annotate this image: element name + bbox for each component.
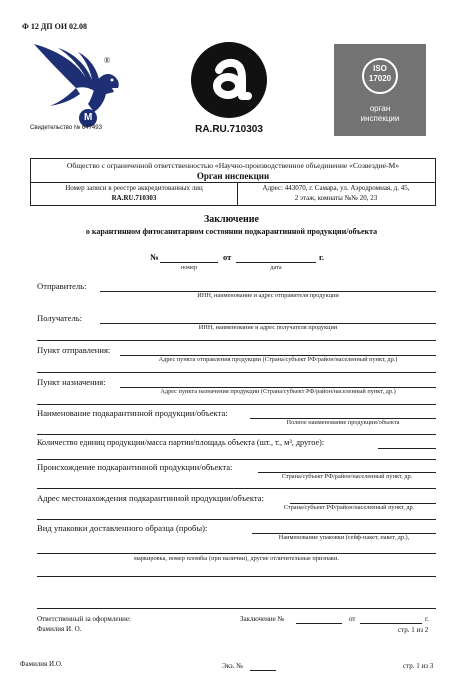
responsible-label: Ответственный за оформление: xyxy=(37,615,131,623)
dispatch-field-2[interactable] xyxy=(37,372,436,373)
page-footer-copy: Экз. № xyxy=(222,662,243,670)
address-line-2: 2 этаж, комнаты №№ 20, 23 xyxy=(294,194,378,202)
eagle-icon xyxy=(28,38,138,133)
org-body: Орган инспекции xyxy=(196,171,270,181)
iso-caption-1: орган xyxy=(369,104,391,113)
year-suffix: г. xyxy=(319,252,325,262)
ra-number: RA.RU.710303 xyxy=(195,124,263,135)
quantity-field-2[interactable] xyxy=(37,459,436,460)
page-footer-name: Фамилия И.О. xyxy=(20,660,63,668)
destination-field-2[interactable] xyxy=(37,404,436,405)
footer-conclusion-number[interactable] xyxy=(296,623,342,624)
form-code: Ф 12 ДП ОИ 02.08 xyxy=(22,22,88,31)
page-footer-page: стр. 1 из 3 xyxy=(403,662,434,670)
product-caption: Полное наименование продукции/объекта xyxy=(286,419,400,426)
accreditation-mark-icon xyxy=(184,40,274,120)
packaging-caption-2: маркировка, номер пломбы (при наличии), другие отличительные признаки. xyxy=(134,555,339,562)
product-label: Наименование подкарантинной продукции/объекта: xyxy=(37,408,228,418)
footer-page: стр. 1 из 2 xyxy=(398,626,429,634)
iso-text: ISO xyxy=(373,64,387,73)
origin-label: Происхождение подкарантинной продукции/объекта: xyxy=(37,462,233,472)
number-field[interactable] xyxy=(160,262,218,263)
destination-caption: Адрес пункта назначения продукции (Страна/субъект РФ/район/населенный пункт, др.) xyxy=(160,388,396,395)
footer-year: г. xyxy=(425,615,429,623)
registered-mark: ® xyxy=(104,56,111,65)
number-caption: номер xyxy=(180,264,198,271)
packaging-label: Вид упаковки доставленного образца (пробы): xyxy=(37,523,208,533)
quantity-label: Количество единиц продукции/масса партии/площадь объекта (шт., т., м³, другое): xyxy=(37,438,325,447)
product-field-2[interactable] xyxy=(37,434,436,435)
packaging-field-2[interactable] xyxy=(37,553,436,554)
location-field-2[interactable] xyxy=(37,519,436,520)
org-name: Общество с ограниченной ответственностью «Научно-производственное объединение «Созвездие-М» xyxy=(66,161,400,170)
date-field[interactable] xyxy=(236,262,316,263)
document-subtitle: о карантинном фитосанитарном состоянии подкарантинной продукции/объекта xyxy=(85,227,378,236)
document-title: Заключение xyxy=(204,214,259,225)
packaging-field-3[interactable] xyxy=(37,576,436,577)
footer-from: от xyxy=(349,615,356,623)
date-caption: дата xyxy=(270,264,282,271)
dispatch-label: Пункт отправления: xyxy=(37,345,111,355)
packaging-caption: Наименование упаковки (сейф-пакет, пакет, др.), xyxy=(278,534,410,541)
location-label: Адрес местонахождения подкарантинной продукции/объекта: xyxy=(37,493,264,503)
recipient-caption: ИНН, наименование и адрес получателя продукции xyxy=(198,324,338,331)
address-line-1: Адрес: 443070, г. Самара, ул. Аэродромная, д. 45, xyxy=(262,184,410,192)
org-box xyxy=(30,158,436,206)
destination-label: Пункт назначения: xyxy=(37,377,106,387)
eagle-logo xyxy=(28,38,138,133)
quantity-field[interactable] xyxy=(378,448,436,449)
page-footer-copy-field[interactable] xyxy=(250,670,276,671)
iso-logo xyxy=(334,44,426,136)
ra-logo xyxy=(184,40,274,140)
origin-caption: Страна/субъект РФ/район/населенный пункт, др. xyxy=(281,473,413,480)
recipient-field-2[interactable] xyxy=(37,340,436,341)
responsible-name: Фамилия И. О. xyxy=(37,625,82,633)
footer-conclusion-label: Заключение № xyxy=(240,615,285,623)
iso-standard: 17020 xyxy=(368,74,392,83)
footer-date[interactable] xyxy=(360,623,422,624)
dispatch-caption: Адрес пункта отправления продукции (Страна/субъект РФ/район/населенный пункт, др.) xyxy=(158,356,398,363)
sender-caption: ИНН, наименование и адрес отправителя продукции xyxy=(197,292,339,299)
recipient-label: Получатель: xyxy=(37,313,83,323)
origin-field-2[interactable] xyxy=(37,488,436,489)
certificate-number: Свидетельство № 647493 xyxy=(30,125,102,131)
reg-number: RA.RU.710303 xyxy=(111,194,157,202)
sender-label: Отправитель: xyxy=(37,281,87,291)
number-sign: № xyxy=(150,252,159,262)
reg-label: Номер записи в реестре аккредитованных лиц xyxy=(65,184,203,192)
footer-divider xyxy=(37,608,436,609)
org-divider-h xyxy=(31,182,435,183)
location-caption: Страна/субъект РФ/район/населенный пункт, др. xyxy=(283,504,415,511)
date-from: от xyxy=(223,252,232,262)
eagle-letter: М xyxy=(84,112,93,123)
iso-caption-2: инспекции xyxy=(360,114,400,123)
